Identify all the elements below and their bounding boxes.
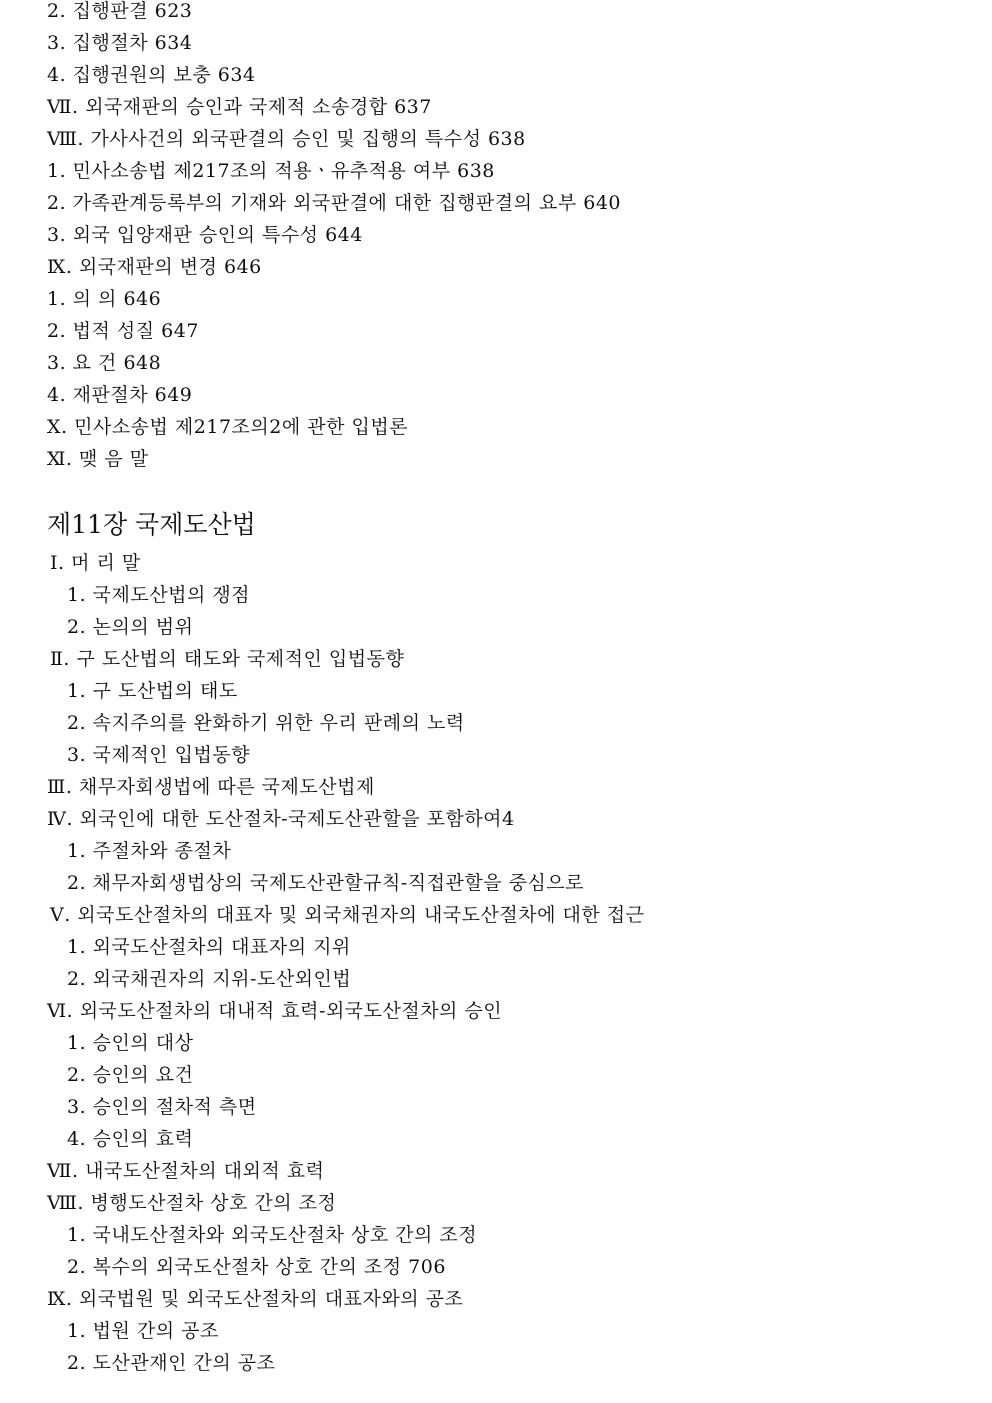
toc-entry: 1. 의 의 646	[47, 288, 162, 310]
toc-entry: Ⅸ. 외국재판의 변경 646	[47, 256, 262, 278]
toc-entry: Ⅷ. 가사사건의 외국판결의 승인 및 집행의 특수성 638	[47, 128, 526, 150]
toc-entry: Ⅶ. 내국도산절차의 대외적 효력	[47, 1160, 325, 1182]
chapter-title: 제11장 국제도산법	[47, 510, 256, 539]
toc-entry: Ⅳ. 외국인에 대한 도산절차-국제도산관할을 포함하여4	[47, 808, 515, 830]
toc-entry: 2. 승인의 요건	[67, 1064, 194, 1086]
toc-entry: 1. 주절차와 종절차	[67, 840, 232, 862]
toc-entry: 2. 채무자회생법상의 국제도산관할규칙-직접관할을 중심으로	[67, 872, 585, 894]
toc-entry: 1. 법원 간의 공조	[67, 1320, 219, 1342]
toc-entry: 2. 법적 성질 647	[47, 320, 199, 342]
toc-entry: 2. 속지주의를 완화하기 위한 우리 판례의 노력	[67, 712, 465, 734]
toc-entry: Ⅵ. 외국도산절차의 대내적 효력-외국도산절차의 승인	[47, 1000, 503, 1022]
toc-entry: 1. 승인의 대상	[67, 1032, 194, 1054]
toc-entry: 3. 집행절차 634	[47, 32, 193, 54]
toc-entry: 2. 복수의 외국도산절차 상호 간의 조정 706	[67, 1256, 446, 1278]
toc-entry: 2. 도산관재인 간의 공조	[67, 1352, 276, 1374]
toc-entry: 4. 재판절차 649	[47, 384, 193, 406]
toc-entry: 2. 집행판결 623	[47, 0, 193, 22]
toc-entry: Ⅰ. 머 리 말	[50, 552, 141, 574]
toc-entry: 2. 논의의 범위	[67, 616, 194, 638]
toc-entry: 3. 외국 입양재판 승인의 특수성 644	[47, 224, 363, 246]
toc-entry: 1. 민사소송법 제217조의 적용ㆍ유추적용 여부 638	[47, 160, 495, 182]
toc-entry: Ⅴ. 외국도산절차의 대표자 및 외국채권자의 내국도산절차에 대한 접근	[50, 904, 645, 926]
toc-entry: 4. 집행권원의 보충 634	[47, 64, 256, 86]
toc-entry: 1. 국내도산절차와 외국도산절차 상호 간의 조정	[67, 1224, 478, 1246]
toc-entry: 4. 승인의 효력	[67, 1128, 194, 1150]
toc-entry: 3. 요 건 648	[47, 352, 162, 374]
toc-entry: 3. 국제적인 입법동향	[67, 744, 251, 766]
toc-entry: Ⅲ. 채무자회생법에 따른 국제도산법제	[47, 776, 375, 798]
toc-entry: Ⅶ. 외국재판의 승인과 국제적 소송경합 637	[47, 96, 432, 118]
toc-entry: 1. 구 도산법의 태도	[67, 680, 238, 702]
toc-entry: 1. 국제도산법의 쟁점	[67, 584, 251, 606]
toc-entry: Ⅺ. 맺 음 말	[47, 448, 149, 470]
toc-entry: 1. 외국도산절차의 대표자의 지위	[67, 936, 351, 958]
toc-entry: 2. 가족관계등록부의 기재와 외국판결에 대한 집행판결의 요부 640	[47, 192, 622, 214]
toc-entry: 3. 승인의 절차적 측면	[67, 1096, 257, 1118]
toc-entry: 2. 외국채권자의 지위-도산외인법	[67, 968, 352, 990]
toc-entry: Ⅹ. 민사소송법 제217조의2에 관한 입법론	[47, 416, 409, 438]
toc-entry: Ⅷ. 병행도산절차 상호 간의 조정	[47, 1192, 337, 1214]
toc-entry: Ⅱ. 구 도산법의 태도와 국제적인 입법동향	[50, 648, 405, 670]
toc-entry: Ⅸ. 외국법원 및 외국도산절차의 대표자와의 공조	[47, 1288, 464, 1310]
